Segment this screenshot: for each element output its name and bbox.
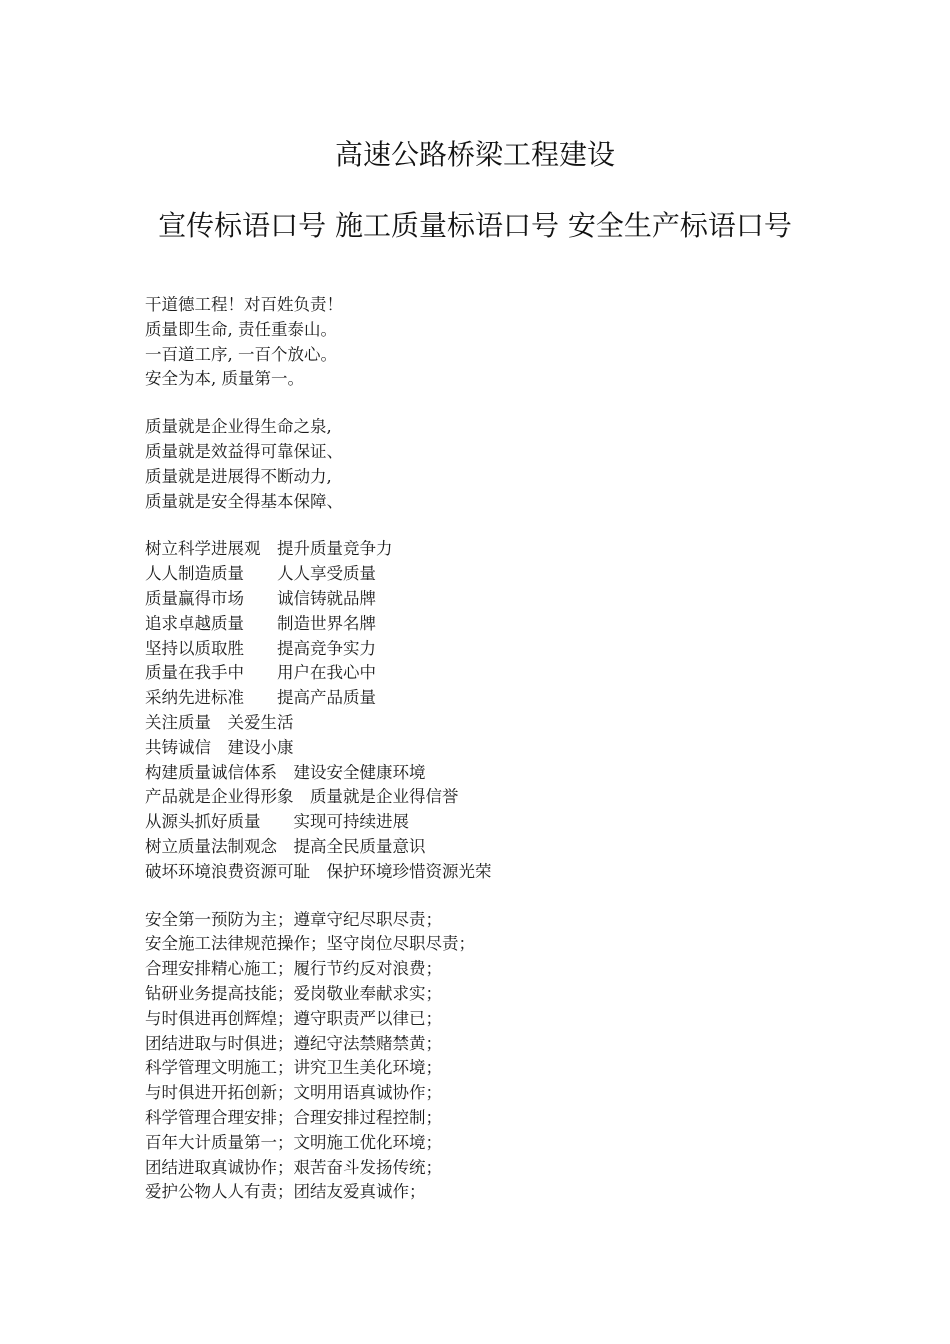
text-line: 树立科学进展观 提升质量竞争力 bbox=[145, 539, 393, 559]
text-line: 追求卓越质量 制造世界名牌 bbox=[145, 613, 376, 633]
text-line: 钻研业务提高技能；爱岗敬业奉献求实； bbox=[145, 983, 442, 1003]
text-line: 安全施工法律规范操作；坚守岗位尽职尽责； bbox=[145, 934, 475, 954]
paragraph-quality-slogans bbox=[145, 537, 905, 884]
text-line: 关注质量 关爱生活 bbox=[145, 712, 294, 732]
text-line: 构建质量诚信体系 建设安全健康环境 bbox=[145, 762, 426, 782]
text-line: 安全为本, 质量第一。 bbox=[145, 369, 304, 389]
text-line: 质量在我手中 用户在我心中 bbox=[145, 663, 376, 683]
text-line: 人人制造质量 人人享受质量 bbox=[145, 564, 376, 584]
text-line: 与时俱进再创辉煌；遵守职责严以律已； bbox=[145, 1008, 442, 1028]
text-line: 坚持以质取胜 提高竞争实力 bbox=[145, 638, 376, 658]
paragraph-quality-definition bbox=[145, 415, 905, 514]
text-line: 科学管理文明施工；讲究卫生美化环境； bbox=[145, 1058, 442, 1078]
paragraph-quality-motto bbox=[145, 293, 905, 392]
text-line: 合理安排精心施工；履行节约反对浪费； bbox=[145, 959, 442, 979]
text-line: 质量就是安全得基本保障、 bbox=[145, 491, 343, 511]
text-line: 爱护公物人人有责；团结友爱真诚作； bbox=[145, 1182, 426, 1202]
text-line: 质量就是企业得生命之泉, bbox=[145, 417, 332, 437]
text-line: 树立质量法制观念 提高全民质量意识 bbox=[145, 836, 426, 856]
text-line: 产品就是企业得形象 质量就是企业得信誉 bbox=[145, 787, 459, 807]
text-line: 团结进取真诚协作；艰苦奋斗发扬传统； bbox=[145, 1157, 442, 1177]
text-line: 安全第一预防为主；遵章守纪尽职尽责； bbox=[145, 909, 442, 929]
document-title: 高速公路桥梁工程建设 bbox=[334, 138, 615, 171]
text-line: 共铸诚信 建设小康 bbox=[145, 737, 294, 757]
text-line: 质量就是进展得不断动力, bbox=[145, 466, 332, 486]
text-line: 质量赢得市场 诚信铸就品牌 bbox=[145, 588, 376, 608]
text-line: 科学管理合理安排；合理安排过程控制； bbox=[145, 1107, 442, 1127]
text-line: 采纳先进标准 提高产品质量 bbox=[145, 688, 376, 708]
text-line: 破坏环境浪费资源可耻 保护环境珍惜资源光荣 bbox=[145, 861, 492, 881]
document-body bbox=[145, 293, 905, 1228]
text-line: 百年大计质量第一；文明施工优化环境； bbox=[145, 1132, 442, 1152]
text-line: 团结进取与时俱进；遵纪守法禁赌禁黄； bbox=[145, 1033, 442, 1053]
text-line: 从源头抓好质量 实现可持续进展 bbox=[145, 812, 409, 832]
paragraph-safety-slogans bbox=[145, 908, 905, 1206]
text-line: 质量即生命, 责任重泰山。 bbox=[145, 319, 337, 339]
text-line: 质量就是效益得可靠保证、 bbox=[145, 441, 343, 461]
text-line: 干道德工程！对百姓负责！ bbox=[145, 295, 343, 314]
text-line: 与时俱进开拓创新；文明用语真诚协作； bbox=[145, 1083, 442, 1103]
document-subtitle: 宣传标语口号 施工质量标语口号 安全生产标语口号 bbox=[158, 209, 792, 242]
text-line: 一百道工序, 一百个放心。 bbox=[145, 344, 337, 364]
